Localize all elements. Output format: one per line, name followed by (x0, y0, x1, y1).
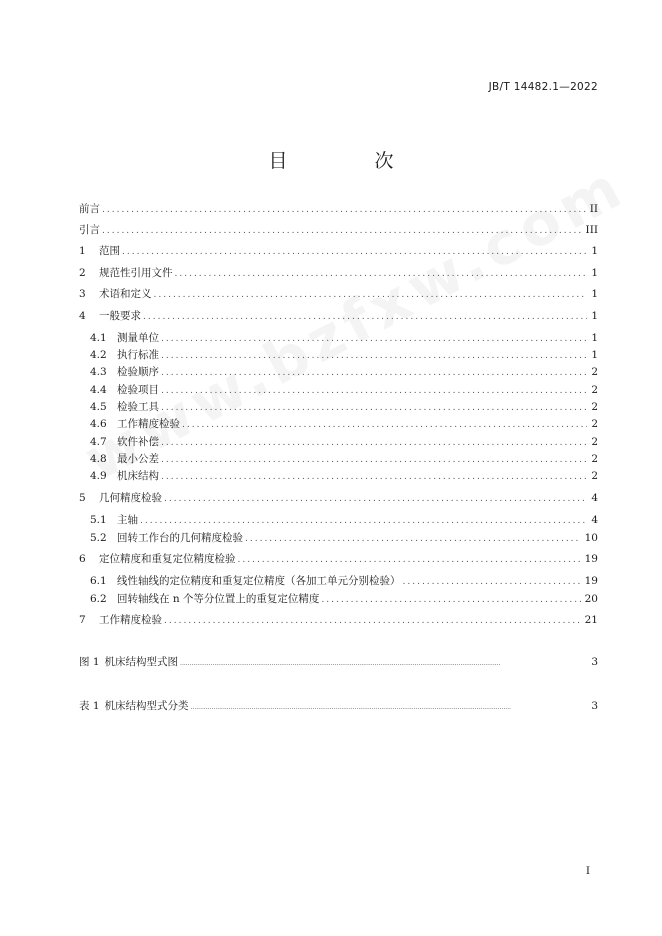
toc-number: 5.1 (90, 514, 107, 526)
leader-dots (140, 513, 587, 529)
leader-dots (403, 574, 581, 590)
toc-label: 软件补偿 (117, 436, 159, 448)
toc-label: 执行标准 (117, 349, 159, 361)
toc-number: 7 (79, 614, 86, 626)
toc-page: 4 (591, 492, 598, 504)
toc-label: 几何精度检验 (99, 492, 162, 504)
toc-number: 5.2 (90, 532, 107, 544)
toc-entry-5-1[interactable] (90, 512, 598, 528)
toc-entry-6-1[interactable] (90, 573, 598, 589)
toc-entry-4-3[interactable] (90, 364, 598, 380)
toc-page: III (585, 224, 598, 236)
toc-number: 2 (79, 267, 86, 279)
toc-label: 术语和定义 (99, 288, 152, 300)
toc-number: 4.8 (90, 453, 107, 465)
leader-dots (143, 309, 587, 325)
toc-label: 检验项目 (117, 384, 159, 396)
toc-entry-6[interactable] (79, 551, 598, 567)
toc-label: 主轴 (117, 514, 138, 526)
table-label: 机床结构型式分类 (104, 700, 189, 712)
toc-number: 4.3 (90, 366, 107, 378)
toc-label: 工作精度检验 (117, 418, 180, 430)
leader-dots (182, 417, 587, 433)
toc-entry-foreword[interactable] (79, 201, 598, 217)
toc-number: 6.1 (90, 575, 107, 587)
toc-entry-4-4[interactable] (90, 382, 598, 398)
leader-dots (161, 348, 587, 364)
toc-page: 2 (591, 453, 598, 465)
toc-label: 工作精度检验 (99, 614, 162, 626)
toc-number: 4.9 (90, 470, 107, 482)
toc-entry-3[interactable] (79, 286, 598, 302)
toc-label: 线性轴线的定位精度和重复定位精度（各加工单元分别检验） (117, 575, 401, 587)
toc-page: II (589, 203, 598, 215)
toc-entry-4-2[interactable] (90, 347, 598, 363)
toc-label: 引言 (79, 224, 100, 236)
toc-page: 10 (584, 532, 598, 544)
toc-number: 4.1 (90, 332, 107, 344)
toc-page: 19 (584, 553, 598, 565)
page-number: I (585, 865, 590, 877)
toc-entry-6-2[interactable] (90, 591, 598, 607)
leader-dots (122, 244, 587, 260)
leader-dots (161, 383, 587, 399)
toc-number: 1 (79, 245, 86, 257)
toc-entry-4-1[interactable] (90, 330, 598, 346)
toc-label: 检验顺序 (117, 366, 159, 378)
figure-label: 机床结构型式图 (104, 656, 179, 668)
toc-label: 检验工具 (117, 401, 159, 413)
toc-entry-4-8[interactable] (90, 451, 598, 467)
table-page: 3 (591, 700, 598, 712)
toc-number: 6 (79, 553, 86, 565)
toc-entry-4-7[interactable] (90, 434, 598, 450)
toc-entry-4-6[interactable] (90, 416, 598, 432)
toc-number: 5 (79, 492, 86, 504)
toc-entry-4-5[interactable] (90, 399, 598, 415)
leader-dots (191, 700, 588, 716)
leader-dots (154, 287, 588, 303)
leader-dots (161, 400, 587, 416)
leader-dots (238, 552, 581, 568)
table-number: 表 1 (79, 700, 100, 712)
toc-label: 规范性引用文件 (99, 267, 173, 279)
toc-page: 2 (591, 366, 598, 378)
toc-entry-1[interactable] (79, 243, 598, 259)
figure-number: 图 1 (79, 656, 100, 668)
leader-dots (161, 365, 587, 381)
toc-page: 2 (591, 436, 598, 448)
toc-entry-5[interactable] (79, 490, 598, 506)
toc-label: 前言 (79, 203, 100, 215)
page-title: 目 次 (268, 150, 428, 172)
leader-dots (161, 469, 587, 485)
toc-label: 回转轴线在 n 个等分位置上的重复定位精度 (117, 593, 320, 605)
toc-page: 1 (591, 267, 598, 279)
table-entry-1[interactable] (79, 698, 598, 714)
toc-number: 4.2 (90, 349, 107, 361)
leader-dots (102, 202, 586, 218)
toc-page: 21 (584, 614, 598, 626)
toc-page: 2 (591, 384, 598, 396)
toc-entry-7[interactable] (79, 612, 598, 628)
toc-page: 1 (591, 310, 598, 322)
toc-page: 1 (591, 332, 598, 344)
toc-page: 1 (591, 288, 598, 300)
toc-number: 4.6 (90, 418, 107, 430)
toc-page: 4 (591, 514, 598, 526)
leader-dots (180, 656, 587, 672)
toc-page: 20 (584, 593, 598, 605)
leader-dots (161, 435, 587, 451)
toc-entry-5-2[interactable] (90, 530, 598, 546)
toc-number: 3 (79, 288, 86, 300)
toc-number: 4.4 (90, 384, 107, 396)
toc-label: 回转工作台的几何精度检验 (117, 532, 243, 544)
leader-dots (245, 531, 581, 547)
leader-dots (164, 491, 587, 507)
toc-number: 4 (79, 310, 86, 322)
toc-number: 4.5 (90, 401, 107, 413)
figure-page: 3 (591, 656, 598, 668)
leader-dots (161, 331, 587, 347)
toc-label: 一般要求 (99, 310, 141, 322)
leader-dots (175, 266, 588, 282)
toc-label: 最小公差 (117, 453, 159, 465)
toc-page: 2 (591, 401, 598, 413)
leader-dots (164, 613, 581, 629)
toc-number: 4.7 (90, 436, 107, 448)
leader-dots (321, 592, 580, 608)
toc-entry-introduction[interactable] (79, 222, 598, 238)
toc-page: 1 (591, 245, 598, 257)
toc-label: 测量单位 (117, 332, 159, 344)
toc-page: 2 (591, 418, 598, 430)
toc-page: 19 (584, 575, 598, 587)
toc-page: 1 (591, 349, 598, 361)
figure-entry-1[interactable] (79, 654, 598, 670)
toc-label: 机床结构 (117, 470, 159, 482)
leader-dots (161, 452, 587, 468)
toc-entry-2[interactable] (79, 265, 598, 281)
toc-entry-4[interactable] (79, 308, 598, 324)
toc-entry-4-9[interactable] (90, 468, 598, 484)
document-code: JB/T 14482.1—2022 (488, 81, 598, 93)
leader-dots (102, 223, 582, 239)
toc-label: 范围 (99, 245, 120, 257)
toc-page: 2 (591, 470, 598, 482)
toc-number: 6.2 (90, 593, 107, 605)
toc-label: 定位精度和重复定位精度检验 (99, 553, 236, 565)
